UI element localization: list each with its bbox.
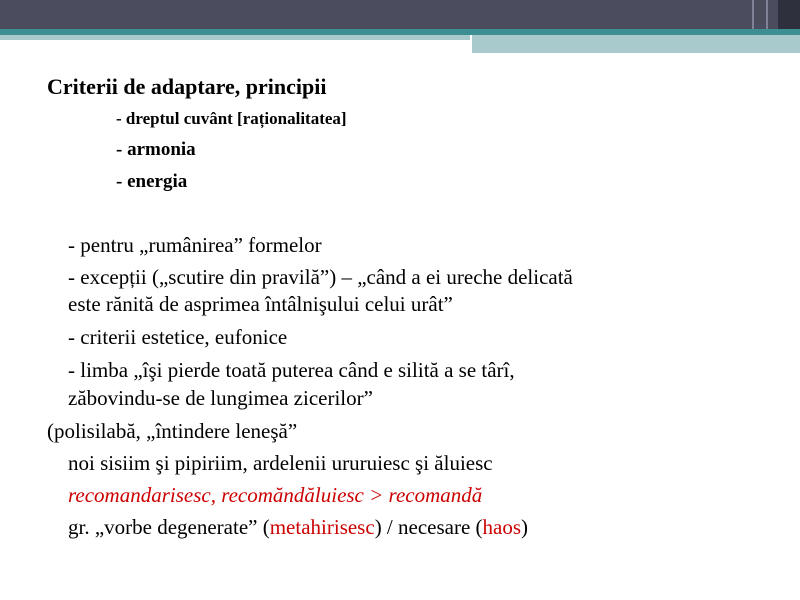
slide-title: Criterii de adaptare, principii [47, 74, 327, 99]
bullet-line-continuation: zăbovindu-se de lungimea zicerilor” [68, 386, 373, 410]
text-fragment: gr. „vorbe degenerate” ( [68, 515, 270, 539]
text-line [68, 517, 528, 538]
highlighted-word: metahirisesc [269, 515, 375, 539]
principle-item: - dreptul cuvânt [raționalitatea] [116, 109, 347, 128]
bullet-line: - pentru „rumânirea” formelor [68, 233, 322, 257]
bullet-line: - limba „îşi pierde toată puterea când e silită a se târî, [68, 358, 515, 382]
highlighted-example: recomandarisesc, recomăndăluiesc > recomandă [68, 483, 483, 507]
bullet-line: - excepții („scutire din pravilă”) – „când a ei ureche delicată [68, 265, 573, 289]
highlighted-word: haos [482, 515, 522, 539]
text-line: (polisilabă, „întindere leneşă” [47, 419, 298, 443]
principle-item: - energia [116, 171, 188, 192]
bullet-line: - criterii estetice, eufonice [68, 325, 288, 349]
text-fragment: ) [521, 515, 529, 539]
principle-item: - armonia [116, 139, 196, 160]
text-fragment: ) / necesare ( [374, 515, 483, 539]
bullet-line-continuation: este rănită de asprimea întâlnişului celui urât” [68, 292, 453, 316]
text-line: noi sisiim şi pipiriim, ardelenii ururuiesc şi ăluiesc [68, 451, 493, 475]
